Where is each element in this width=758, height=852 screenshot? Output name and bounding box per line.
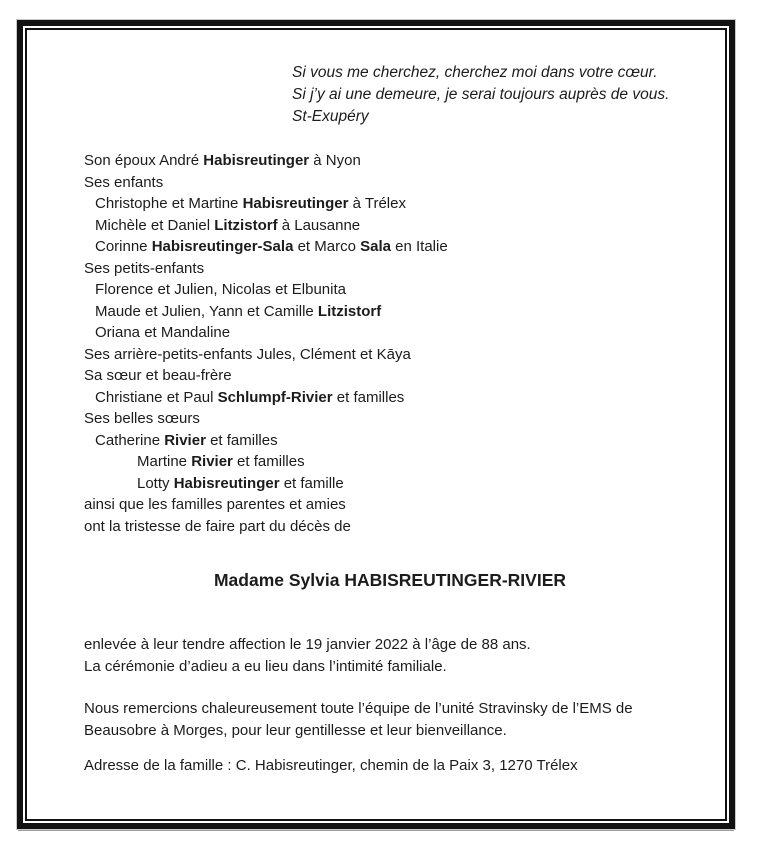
family-list (84, 150, 448, 537)
family-line-text: Maude et Julien, Yann et Camille (95, 302, 318, 320)
thanks-paragraph (84, 698, 633, 741)
thanks-line: Beausobre à Morges, pour leur gentillesse et leur bienveillance. (84, 721, 507, 739)
family-name-bold: Rivier (191, 453, 233, 470)
family-line-text: ont la tristesse de faire part du décès de (84, 517, 351, 535)
family-line-text: Sa sœur et beau-frère (84, 367, 232, 384)
family-line (84, 344, 448, 366)
family-line-text: et familles (232, 453, 305, 470)
announcement-line: La cérémonie d’adieu a eu lieu dans l’intimité familiale. (84, 657, 447, 675)
family-line (84, 301, 448, 323)
family-name-bold: Habisreutinger (203, 152, 310, 169)
family-line-text: Christiane et Paul (95, 388, 218, 406)
family-line-text: à Trélex (348, 195, 406, 212)
family-name-bold: Sala (360, 238, 391, 255)
family-line-text: et familles (332, 388, 405, 406)
death-announcement (84, 634, 531, 677)
family-line-text: et famille (279, 474, 344, 492)
family-line (84, 193, 448, 215)
family-line-text: Ses petits-enfants (84, 259, 205, 277)
family-line-text: Ses enfants (84, 173, 164, 191)
family-line-text: Martine (137, 453, 192, 470)
family-name-bold: Litzistorf (214, 216, 278, 234)
epigraph-attribution: St-Exupéry (292, 108, 369, 125)
family-line (84, 473, 448, 495)
family-line-text: ainsi que les familles parentes et amies (84, 496, 346, 513)
family-line-text: et familles (205, 431, 278, 449)
family-line (84, 172, 448, 194)
family-line (84, 516, 448, 538)
announcement-line: enlevée à leur tendre affection le 19 janvier 2022 à l’âge de 88 ans. (84, 636, 531, 653)
family-line-text: à Lausanne (277, 216, 361, 234)
deceased-name: Madame Sylvia HABISREUTINGER-RIVIER (213, 570, 567, 590)
family-line (84, 215, 448, 237)
family-line (84, 150, 448, 172)
family-line (84, 279, 448, 301)
family-line (84, 387, 448, 409)
family-line-text: Florence et Julien, Nicolas et Elbunita (95, 281, 346, 298)
epigraph-lines-container (292, 62, 669, 106)
family-line-text: Ses belles sœurs (84, 410, 200, 427)
family-line-text: en Italie (390, 238, 448, 255)
family-line (84, 451, 448, 473)
family-line (84, 408, 448, 430)
thanks-line: Nous remercions chaleureusement toute l’équipe de l’unité Stravinsky de l’EMS de (84, 700, 633, 717)
epigraph-line: Si j’y ai une demeure, je serai toujours auprès de vous. (292, 86, 670, 103)
family-line-text: Son époux André (84, 152, 204, 169)
family-line-text: Ses arrière-petits-enfants Jules, Clément et Kāya (84, 345, 411, 363)
family-line-text: Catherine (95, 431, 165, 449)
family-line (84, 365, 448, 387)
family-name-bold: Habisreutinger-Sala (151, 238, 294, 255)
family-line (84, 236, 448, 258)
family-line-text: Lotty (137, 474, 174, 492)
family-line-text: Michèle et Daniel (95, 216, 215, 234)
family-name-bold: Habisreutinger (242, 195, 349, 212)
family-name-bold: Schlumpf-Rivier (217, 388, 333, 406)
family-name-bold: Litzistorf (317, 302, 382, 320)
family-line-text: Oriana et Mandaline (95, 324, 231, 341)
epigraph-quote (292, 62, 669, 128)
epigraph-line: Si vous me cherchez, cherchez moi dans votre cœur. (292, 64, 658, 81)
family-address: Adresse de la famille : C. Habisreutinger, chemin de la Paix 3, 1270 Trélex (84, 757, 578, 774)
family-name-bold: Habisreutinger (173, 474, 280, 492)
family-line-text: Corinne (95, 238, 152, 255)
family-line (84, 494, 448, 516)
family-line-text: et Marco (293, 238, 361, 255)
family-line (84, 430, 448, 452)
family-line (84, 322, 448, 344)
family-line (84, 258, 448, 280)
family-line-text: à Nyon (309, 152, 361, 169)
family-line-text: Christophe et Martine (95, 195, 243, 212)
family-name-bold: Rivier (164, 431, 206, 449)
